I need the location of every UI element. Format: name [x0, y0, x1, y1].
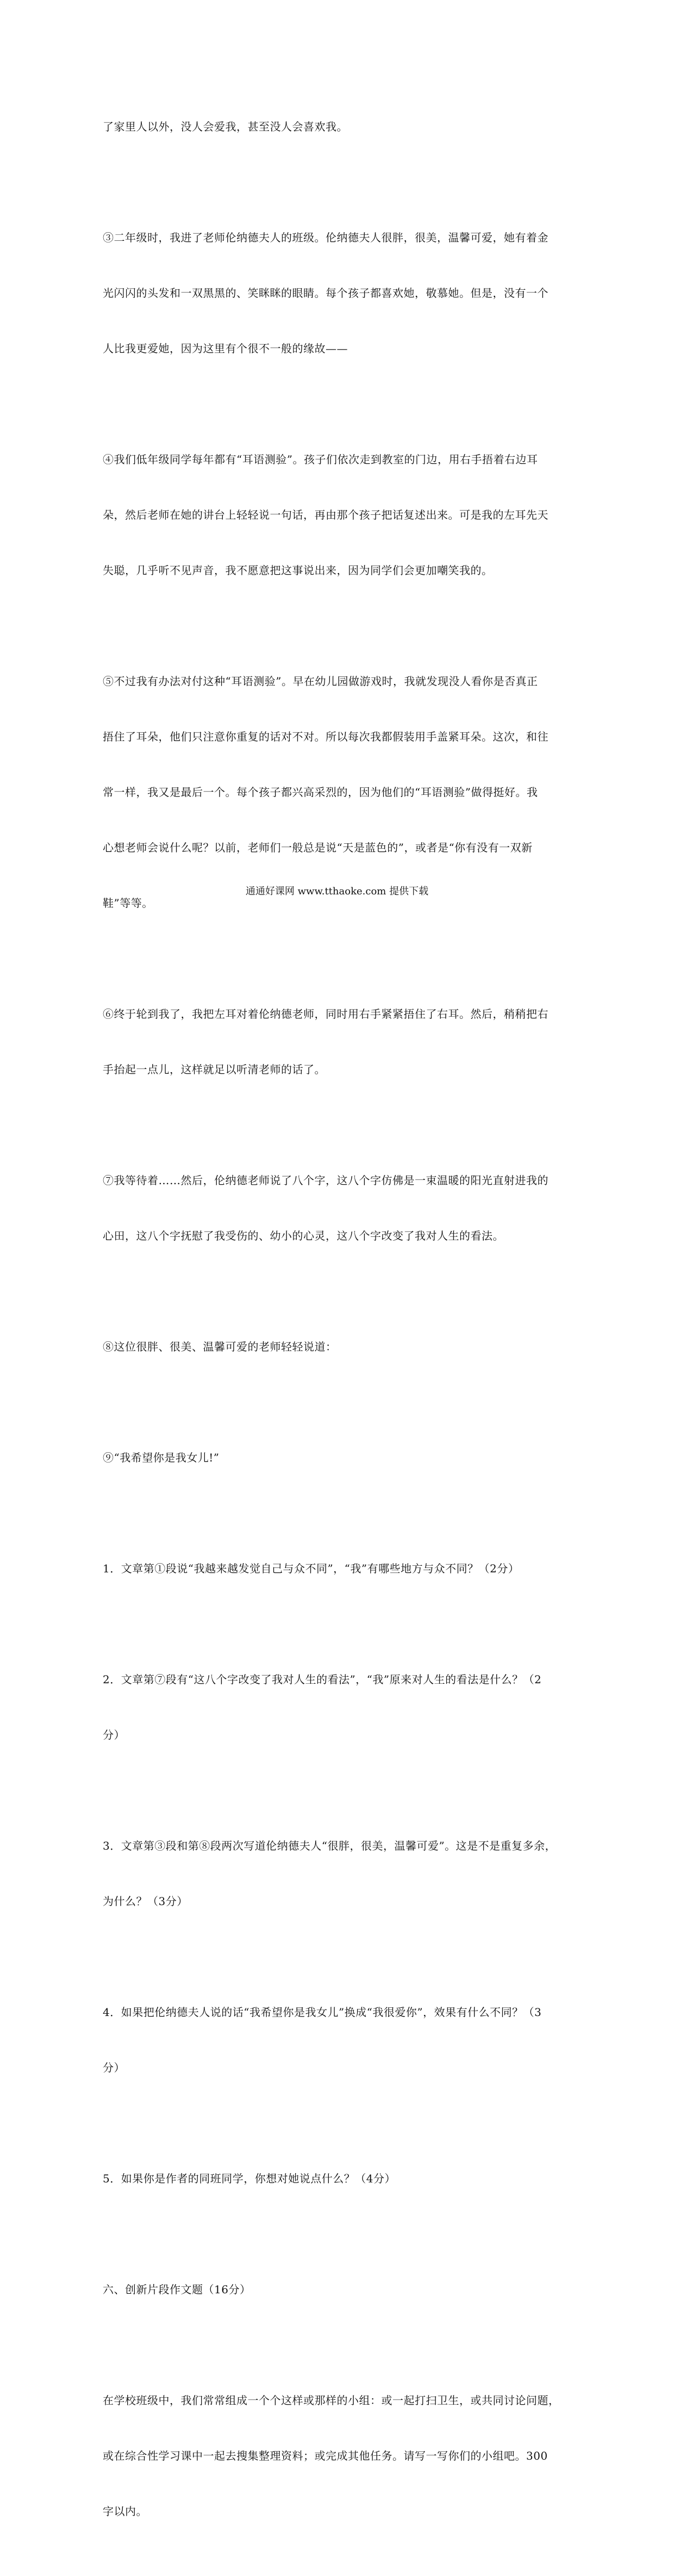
- paragraph-3: [103, 191, 577, 395]
- text-line: 4．如果把伦纳德夫人说的话“我希望你是我女儿”换成“我很爱你”，效果有什么不同？（3: [103, 2006, 542, 2019]
- paragraph-5: [103, 635, 577, 949]
- paragraph-7: [103, 1134, 577, 1282]
- text-line: 分）: [103, 1728, 125, 1741]
- section-heading-6: [103, 2243, 577, 2336]
- text-line: 为什么？（3分）: [103, 1895, 188, 1908]
- question-4: [103, 1966, 577, 2114]
- text-line: ⑧这位很胖、很美、温馨可爱的老师轻轻说道：: [103, 1340, 337, 1353]
- text-line: 常一样，我又是最后一个。每个孩子都兴高采烈的，因为他们的“耳语测验”做得挺好。我: [103, 786, 538, 799]
- text-line: 心想老师会说什么呢？以前，老师们一般总是说“天是蓝色的”，或者是“你有没有一双新: [103, 841, 533, 854]
- text-line: 1．文章第①段说“我越来越发觉自己与众不同”，“我”有哪些地方与众不同？（2分）: [103, 1562, 520, 1575]
- question-3: [103, 1800, 577, 1947]
- text-line: 人比我更爱她，因为这里有个很不一般的缘故——: [103, 342, 348, 355]
- text-line: 捂住了耳朵，他们只注意你重复的话对不对。所以每次我都假装用手盖紧耳朵。这次，和往: [103, 730, 548, 743]
- question-1: [103, 1522, 577, 1615]
- writing-prompt: [103, 2354, 577, 2558]
- text-line: 鞋”等等。: [103, 897, 153, 910]
- text-line: ⑦我等待着……然后，伦纳德老师说了八个字，这八个字仿佛是一束温暖的阳光直射进我的: [103, 1174, 548, 1187]
- paragraph-4: [103, 413, 577, 617]
- text-line: 了家里人以外，没人会爱我，甚至没人会喜欢我。: [103, 120, 348, 133]
- paragraph-9: [103, 1411, 577, 1504]
- paragraph-intro-end: [103, 80, 577, 173]
- text-line: 分）: [103, 2061, 125, 2074]
- text-line: ④我们低年级同学每年都有“耳语测验”。孩子们依次走到教室的门边，用右手捂着右边耳: [103, 453, 538, 466]
- text-line: 六、创新片段作文题（16分）: [103, 2283, 251, 2296]
- text-line: ⑤不过我有办法对付这种“耳语测验”。早在幼儿园做游戏时，我就发现没人看你是否真正: [103, 675, 538, 688]
- document-body: [103, 80, 577, 2576]
- text-line: 2．文章第⑦段有“这八个字改变了我对人生的看法”，“我”原来对人生的看法是什么？（2: [103, 1673, 542, 1686]
- text-line: 手抬起一点儿，这样就足以听清老师的话了。: [103, 1063, 326, 1076]
- text-line: 5．如果你是作者的同班同学，你想对她说点什么？（4分）: [103, 2172, 396, 2185]
- text-line: ③二年级时，我进了老师伦纳德夫人的班级。伦纳德夫人很胖，很美，温馨可爱，她有着金: [103, 231, 548, 244]
- text-line: 字以内。: [103, 2505, 147, 2518]
- text-line: 或在综合性学习课中一起去搜集整理资料；或完成其他任务。请写一写你们的小组吧。300: [103, 2449, 548, 2462]
- text-line: ⑨“我希望你是我女儿!”: [103, 1451, 220, 1464]
- text-line: 朵，然后老师在她的讲台上轻轻说一句话，再由那个孩子把话复述出来。可是我的左耳先天: [103, 508, 548, 521]
- text-line: 失聪，几乎听不见声音，我不愿意把这事说出来，因为同学们会更加嘲笑我的。: [103, 564, 493, 577]
- text-line: ⑥终于轮到我了，我把左耳对着伦纳德老师，同时用右手紧紧捂住了右耳。然后，稍稍把右: [103, 1007, 548, 1021]
- question-2: [103, 1633, 577, 1781]
- paragraph-8: [103, 1301, 577, 1393]
- text-line: 心田，这八个字抚慰了我受伤的、幼小的心灵，这八个字改变了我对人生的看法。: [103, 1229, 504, 1242]
- question-5: [103, 2132, 577, 2225]
- paragraph-6: [103, 968, 577, 1116]
- text-line: 3．文章第③段和第⑧段两次写道伦纳德夫人“很胖，很美，温馨可爱”。这是不是重复多余，: [103, 1839, 557, 1852]
- text-line: 光闪闪的头发和一双黑黑的、笑眯眯的眼睛。每个孩子都喜欢她，敬慕她。但是，没有一个: [103, 287, 548, 300]
- text-line: 在学校班级中，我们常常组成一个个这样或那样的小组：或一起打扫卫生，或共同讨论问题，: [103, 2394, 560, 2407]
- page-footer: 通通好课网 www.tthaoke.com 提供下载: [245, 886, 429, 897]
